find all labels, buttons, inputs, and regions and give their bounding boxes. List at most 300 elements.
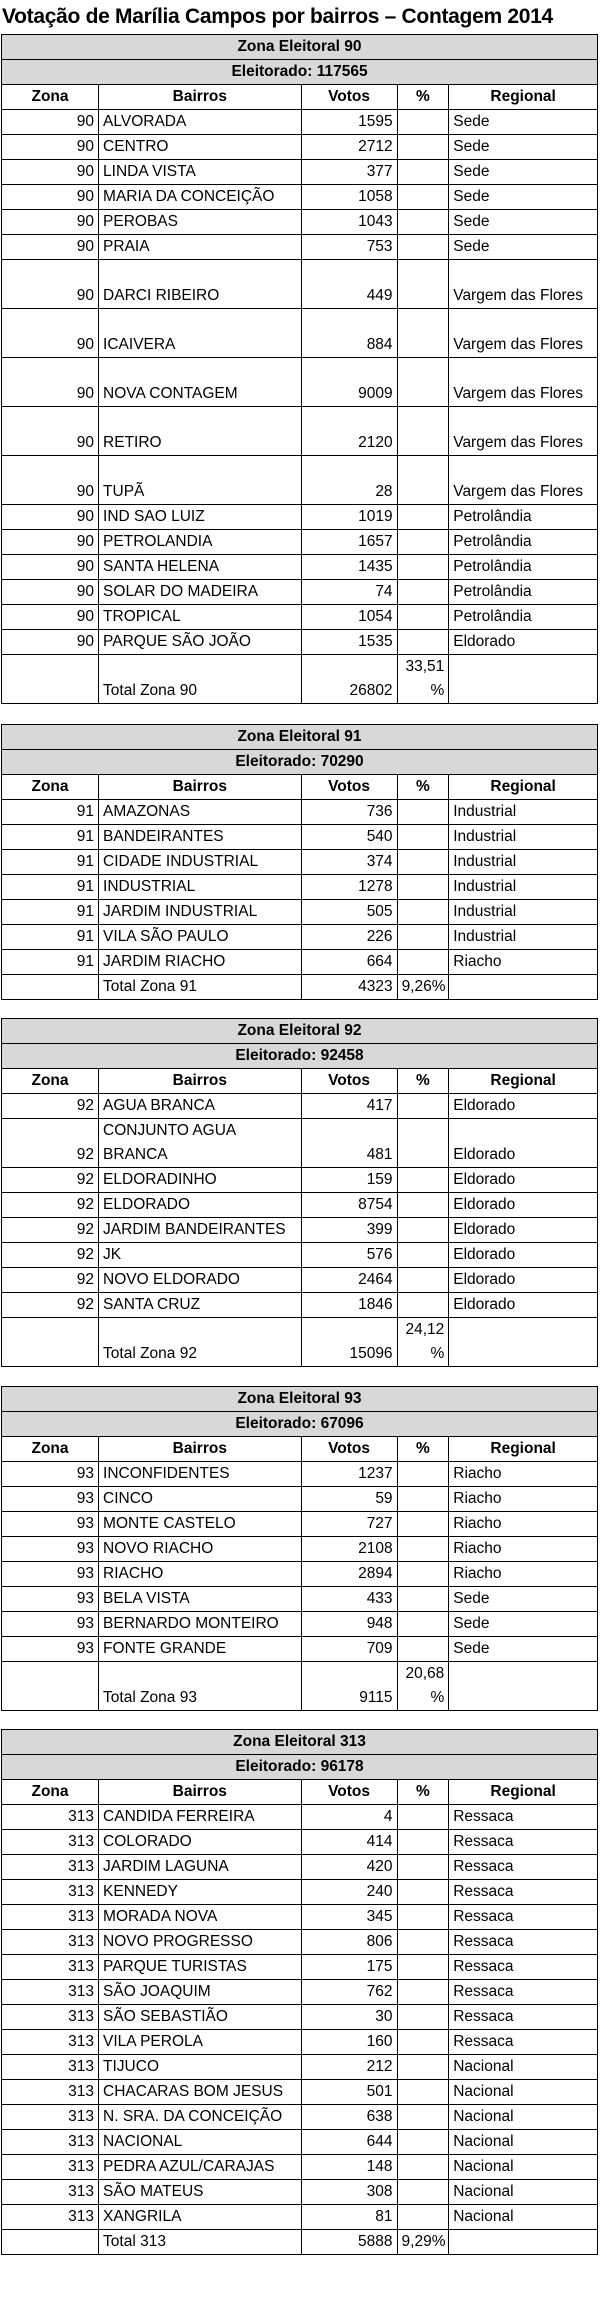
cell-votos: 345 bbox=[301, 1905, 397, 1930]
cell-regional: Sede bbox=[449, 1612, 598, 1637]
cell-votos: 8754 bbox=[301, 1193, 397, 1218]
eleitorado-row bbox=[2, 1044, 598, 1069]
cell-zona: 313 bbox=[2, 2055, 99, 2080]
cell-zona: 313 bbox=[2, 2080, 99, 2105]
cell-votos: 644 bbox=[301, 2130, 397, 2155]
cell-pct bbox=[397, 185, 449, 210]
cell-zona: 90 bbox=[2, 135, 99, 160]
cell-pct bbox=[397, 1512, 449, 1537]
table-row bbox=[2, 160, 598, 185]
cell-zona: 90 bbox=[2, 110, 99, 135]
cell-regional: Eldorado bbox=[449, 1168, 598, 1193]
cell-zona: 91 bbox=[2, 825, 99, 850]
cell-bairro: TIJUCO bbox=[99, 2055, 302, 2080]
cell-bairro: AMAZONAS bbox=[99, 800, 302, 825]
cell-regional: Sede bbox=[449, 135, 598, 160]
cell-bairro: COLORADO bbox=[99, 1830, 302, 1855]
cell-zona: 90 bbox=[2, 210, 99, 235]
cell-zona: 313 bbox=[2, 1880, 99, 1905]
cell-zona: 90 bbox=[2, 160, 99, 185]
cell-regional: Nacional bbox=[449, 2155, 598, 2180]
cell-zona: 91 bbox=[2, 900, 99, 925]
cell-votos: 74 bbox=[301, 580, 397, 605]
cell-regional: Nacional bbox=[449, 2105, 598, 2130]
cell-bairro: NOVO RIACHO bbox=[99, 1537, 302, 1562]
total-votos: 9115 bbox=[301, 1662, 397, 1711]
cell-regional: Ressaca bbox=[449, 1955, 598, 1980]
total-pct: 9,29% bbox=[397, 2230, 449, 2255]
total-regional-cell bbox=[449, 2230, 598, 2255]
cell-votos: 1657 bbox=[301, 530, 397, 555]
total-zona-cell bbox=[2, 1662, 99, 1711]
cell-regional-text: Vargem das Flores bbox=[453, 287, 584, 304]
cell-regional: Industrial bbox=[449, 825, 598, 850]
cell-zona: 90 bbox=[2, 185, 99, 210]
total-label: Total Zona 92 bbox=[99, 1318, 302, 1367]
table-row bbox=[2, 605, 598, 630]
cell-pct bbox=[397, 530, 449, 555]
cell-votos: 1237 bbox=[301, 1462, 397, 1487]
cell-regional-text: Vargem das Flores bbox=[453, 434, 584, 451]
cell-pct bbox=[397, 1293, 449, 1318]
cell-pct bbox=[397, 1637, 449, 1662]
table-row bbox=[2, 1094, 598, 1119]
cell-bairro: SANTA HELENA bbox=[99, 555, 302, 580]
cell-votos: 4 bbox=[301, 1805, 397, 1830]
cell-votos: 159 bbox=[301, 1168, 397, 1193]
total-regional-cell bbox=[449, 655, 598, 704]
eleitorado: Eleitorado: 96178 bbox=[2, 1755, 598, 1780]
cell-zona: 313 bbox=[2, 1805, 99, 1830]
header-pct: % bbox=[397, 775, 449, 800]
cell-regional: Nacional bbox=[449, 2055, 598, 2080]
table-row bbox=[2, 900, 598, 925]
cell-zona: 93 bbox=[2, 1487, 99, 1512]
cell-regional: Petrolândia bbox=[449, 605, 598, 630]
cell-regional: Eldorado bbox=[449, 630, 598, 655]
cell-pct bbox=[397, 1805, 449, 1830]
cell-bairro: DARCI RIBEIRO bbox=[99, 260, 302, 309]
cell-pct bbox=[397, 1094, 449, 1119]
cell-votos: 1019 bbox=[301, 505, 397, 530]
cell-votos: 160 bbox=[301, 2030, 397, 2055]
cell-zona: 91 bbox=[2, 925, 99, 950]
cell-pct bbox=[397, 1537, 449, 1562]
cell-zona: 313 bbox=[2, 1955, 99, 1980]
zone-spacer bbox=[0, 1000, 600, 1018]
total-label: Total Zona 93 bbox=[99, 1662, 302, 1711]
header-regional: Regional bbox=[449, 1069, 598, 1094]
cell-votos: 638 bbox=[301, 2105, 397, 2130]
cell-zona: 90 bbox=[2, 505, 99, 530]
cell-zona: 313 bbox=[2, 1830, 99, 1855]
cell-votos: 884 bbox=[301, 309, 397, 358]
cell-votos: 727 bbox=[301, 1512, 397, 1537]
cell-votos: 148 bbox=[301, 2155, 397, 2180]
cell-regional: Sede bbox=[449, 160, 598, 185]
header-regional: Regional bbox=[449, 85, 598, 110]
table-row bbox=[2, 1930, 598, 1955]
header-votos: Votos bbox=[301, 1069, 397, 1094]
cell-regional: Riacho bbox=[449, 1537, 598, 1562]
table-row bbox=[2, 1612, 598, 1637]
header-bairros: Bairros bbox=[99, 1069, 302, 1094]
table-row bbox=[2, 185, 598, 210]
cell-pct bbox=[397, 605, 449, 630]
cell-pct bbox=[397, 2130, 449, 2155]
total-zona-cell bbox=[2, 975, 99, 1000]
table-row bbox=[2, 2180, 598, 2205]
cell-zona: 90 bbox=[2, 530, 99, 555]
cell-bairro: BELA VISTA bbox=[99, 1587, 302, 1612]
cell-regional: Ressaca bbox=[449, 1855, 598, 1880]
cell-regional: Eldorado bbox=[449, 1268, 598, 1293]
cell-votos: 175 bbox=[301, 1955, 397, 1980]
eleitorado: Eleitorado: 67096 bbox=[2, 1412, 598, 1437]
column-header-row bbox=[2, 1069, 598, 1094]
cell-pct bbox=[397, 309, 449, 358]
cell-votos: 449 bbox=[301, 260, 397, 309]
cell-zona: 93 bbox=[2, 1612, 99, 1637]
header-zona: Zona bbox=[2, 775, 99, 800]
cell-pct bbox=[397, 850, 449, 875]
total-pct: 9,26% bbox=[397, 975, 449, 1000]
table-row bbox=[2, 2205, 598, 2230]
cell-regional-text: Vargem das Flores bbox=[453, 385, 584, 402]
cell-zona: 92 bbox=[2, 1193, 99, 1218]
cell-pct bbox=[397, 407, 449, 456]
cell-votos: 1595 bbox=[301, 110, 397, 135]
table-row bbox=[2, 210, 598, 235]
cell-bairro: IND SAO LUIZ bbox=[99, 505, 302, 530]
cell-bairro: KENNEDY bbox=[99, 1880, 302, 1905]
zone-title: Zona Eleitoral 313 bbox=[2, 1730, 598, 1755]
table-row bbox=[2, 235, 598, 260]
cell-pct bbox=[397, 110, 449, 135]
total-regional-cell bbox=[449, 1318, 598, 1367]
header-votos: Votos bbox=[301, 775, 397, 800]
cell-bairro: PARQUE TURISTAS bbox=[99, 1955, 302, 1980]
cell-pct bbox=[397, 1268, 449, 1293]
cell-regional: Petrolândia bbox=[449, 580, 598, 605]
cell-votos: 377 bbox=[301, 160, 397, 185]
table-row bbox=[2, 1268, 598, 1293]
cell-bairro: MARIA DA CONCEIÇÃO bbox=[99, 185, 302, 210]
table-row bbox=[2, 2155, 598, 2180]
cell-regional: Industrial bbox=[449, 875, 598, 900]
header-bairros: Bairros bbox=[99, 1780, 302, 1805]
column-header-row bbox=[2, 1780, 598, 1805]
cell-bairro: PRAIA bbox=[99, 235, 302, 260]
cell-zona: 93 bbox=[2, 1537, 99, 1562]
zone-spacer bbox=[0, 1711, 600, 1729]
cell-votos: 1535 bbox=[301, 630, 397, 655]
table-row bbox=[2, 309, 598, 358]
cell-pct bbox=[397, 1218, 449, 1243]
table-row bbox=[2, 1243, 598, 1268]
cell-zona: 90 bbox=[2, 407, 99, 456]
cell-bairro: ELDORADINHO bbox=[99, 1168, 302, 1193]
total-row bbox=[2, 1662, 598, 1711]
cell-bairro: CIDADE INDUSTRIAL bbox=[99, 850, 302, 875]
cell-zona: 91 bbox=[2, 875, 99, 900]
cell-zona: 313 bbox=[2, 2205, 99, 2230]
eleitorado-row bbox=[2, 60, 598, 85]
total-pct bbox=[397, 1662, 449, 1711]
cell-pct bbox=[397, 2105, 449, 2130]
cell-votos: 1058 bbox=[301, 185, 397, 210]
total-row bbox=[2, 1318, 598, 1367]
table-row bbox=[2, 2055, 598, 2080]
cell-pct bbox=[397, 1880, 449, 1905]
cell-pct bbox=[397, 950, 449, 975]
table-row bbox=[2, 456, 598, 505]
cell-zona: 313 bbox=[2, 1905, 99, 1930]
table-row bbox=[2, 407, 598, 456]
cell-votos: 212 bbox=[301, 2055, 397, 2080]
cell-votos: 308 bbox=[301, 2180, 397, 2205]
cell-bairro: NOVO PROGRESSO bbox=[99, 1930, 302, 1955]
cell-zona: 313 bbox=[2, 2030, 99, 2055]
eleitorado-row bbox=[2, 1755, 598, 1780]
header-pct: % bbox=[397, 1069, 449, 1094]
cell-zona: 91 bbox=[2, 800, 99, 825]
cell-regional: Riacho bbox=[449, 950, 598, 975]
cell-zona: 90 bbox=[2, 260, 99, 309]
cell-bairro: CANDIDA FERREIRA bbox=[99, 1805, 302, 1830]
cell-bairro-text: CONJUNTO AGUA BRANCA bbox=[103, 1122, 236, 1163]
cell-votos: 948 bbox=[301, 1612, 397, 1637]
header-zona: Zona bbox=[2, 1437, 99, 1462]
cell-pct bbox=[397, 1955, 449, 1980]
cell-zona: 313 bbox=[2, 2180, 99, 2205]
cell-regional: Eldorado bbox=[449, 1243, 598, 1268]
cell-regional: Riacho bbox=[449, 1562, 598, 1587]
cell-votos: 2120 bbox=[301, 407, 397, 456]
cell-regional: Riacho bbox=[449, 1512, 598, 1537]
table-row bbox=[2, 1880, 598, 1905]
cell-zona: 313 bbox=[2, 1855, 99, 1880]
cell-bairro: CENTRO bbox=[99, 135, 302, 160]
table-row bbox=[2, 2080, 598, 2105]
cell-votos: 540 bbox=[301, 825, 397, 850]
cell-regional: Ressaca bbox=[449, 1980, 598, 2005]
cell-votos: 59 bbox=[301, 1487, 397, 1512]
zone-title: Zona Eleitoral 90 bbox=[2, 35, 598, 60]
table-row bbox=[2, 1830, 598, 1855]
cell-bairro: SANTA CRUZ bbox=[99, 1293, 302, 1318]
cell-votos: 1846 bbox=[301, 1293, 397, 1318]
header-votos: Votos bbox=[301, 1437, 397, 1462]
table-row bbox=[2, 1462, 598, 1487]
cell-pct bbox=[397, 2055, 449, 2080]
cell-bairro: INDUSTRIAL bbox=[99, 875, 302, 900]
header-votos: Votos bbox=[301, 85, 397, 110]
eleitorado: Eleitorado: 92458 bbox=[2, 1044, 598, 1069]
cell-pct bbox=[397, 630, 449, 655]
total-label: Total 313 bbox=[99, 2230, 302, 2255]
cell-zona: 93 bbox=[2, 1637, 99, 1662]
total-votos: 4323 bbox=[301, 975, 397, 1000]
cell-votos: 736 bbox=[301, 800, 397, 825]
header-regional: Regional bbox=[449, 1780, 598, 1805]
cell-bairro: BANDEIRANTES bbox=[99, 825, 302, 850]
cell-bairro: MONTE CASTELO bbox=[99, 1512, 302, 1537]
cell-pct bbox=[397, 1487, 449, 1512]
eleitorado: Eleitorado: 117565 bbox=[2, 60, 598, 85]
cell-bairro: RETIRO bbox=[99, 407, 302, 456]
cell-bairro: N. SRA. DA CONCEIÇÃO bbox=[99, 2105, 302, 2130]
table-row bbox=[2, 580, 598, 605]
cell-pct bbox=[397, 875, 449, 900]
cell-regional: Ressaca bbox=[449, 1805, 598, 1830]
cell-votos: 30 bbox=[301, 2005, 397, 2030]
cell-bairro: JARDIM INDUSTRIAL bbox=[99, 900, 302, 925]
zone-title: Zona Eleitoral 93 bbox=[2, 1387, 598, 1412]
cell-zona: 90 bbox=[2, 605, 99, 630]
cell-votos: 481 bbox=[301, 1119, 397, 1168]
cell-regional: Industrial bbox=[449, 925, 598, 950]
cell-regional: Eldorado bbox=[449, 1094, 598, 1119]
cell-pct bbox=[397, 2030, 449, 2055]
cell-pct bbox=[397, 1168, 449, 1193]
total-regional-cell bbox=[449, 975, 598, 1000]
cell-votos: 753 bbox=[301, 235, 397, 260]
cell-votos: 1043 bbox=[301, 210, 397, 235]
eleitorado: Eleitorado: 70290 bbox=[2, 750, 598, 775]
cell-zona: 92 bbox=[2, 1218, 99, 1243]
table-row bbox=[2, 110, 598, 135]
cell-zona: 92 bbox=[2, 1293, 99, 1318]
table-row bbox=[2, 358, 598, 407]
table-row bbox=[2, 555, 598, 580]
cell-votos: 501 bbox=[301, 2080, 397, 2105]
zone-title-row bbox=[2, 35, 598, 60]
cell-votos: 433 bbox=[301, 1587, 397, 1612]
cell-bairro: SÃO JOAQUIM bbox=[99, 1980, 302, 2005]
header-pct: % bbox=[397, 1780, 449, 1805]
zone-table bbox=[1, 1729, 598, 2255]
zone-title-row bbox=[2, 1730, 598, 1755]
cell-regional: Eldorado bbox=[449, 1119, 598, 1168]
cell-bairro: ELDORADO bbox=[99, 1193, 302, 1218]
table-row bbox=[2, 2130, 598, 2155]
cell-regional: Petrolândia bbox=[449, 530, 598, 555]
cell-regional: Ressaca bbox=[449, 1905, 598, 1930]
cell-pct bbox=[397, 800, 449, 825]
cell-bairro: XANGRILA bbox=[99, 2205, 302, 2230]
cell-zona: 91 bbox=[2, 950, 99, 975]
cell-zona: 313 bbox=[2, 2005, 99, 2030]
cell-bairro: MORADA NOVA bbox=[99, 1905, 302, 1930]
cell-bairro: PEDRA AZUL/CARAJAS bbox=[99, 2155, 302, 2180]
cell-zona: 90 bbox=[2, 235, 99, 260]
cell-pct bbox=[397, 825, 449, 850]
cell-pct bbox=[397, 1905, 449, 1930]
cell-pct bbox=[397, 900, 449, 925]
table-row bbox=[2, 2030, 598, 2055]
header-zona: Zona bbox=[2, 1780, 99, 1805]
cell-pct bbox=[397, 1930, 449, 1955]
header-pct: % bbox=[397, 1437, 449, 1462]
cell-bairro: ALVORADA bbox=[99, 110, 302, 135]
cell-regional: Industrial bbox=[449, 800, 598, 825]
cell-zona: 93 bbox=[2, 1562, 99, 1587]
cell-regional: Sede bbox=[449, 110, 598, 135]
cell-votos: 576 bbox=[301, 1243, 397, 1268]
cell-regional: Nacional bbox=[449, 2080, 598, 2105]
table-row bbox=[2, 135, 598, 160]
cell-pct bbox=[397, 160, 449, 185]
cell-bairro: PARQUE SÃO JOÃO bbox=[99, 630, 302, 655]
cell-bairro: VILA SÃO PAULO bbox=[99, 925, 302, 950]
cell-bairro: JARDIM RIACHO bbox=[99, 950, 302, 975]
cell-regional: Sede bbox=[449, 1587, 598, 1612]
table-row bbox=[2, 1293, 598, 1318]
total-votos: 15096 bbox=[301, 1318, 397, 1367]
zone-table bbox=[1, 1386, 598, 1711]
cell-zona: 90 bbox=[2, 456, 99, 505]
cell-bairro: JARDIM BANDEIRANTES bbox=[99, 1218, 302, 1243]
cell-regional-text: Vargem das Flores bbox=[453, 336, 584, 353]
cell-pct bbox=[397, 2205, 449, 2230]
zone-table bbox=[1, 724, 598, 1000]
cell-regional: Nacional bbox=[449, 2180, 598, 2205]
table-row bbox=[2, 1119, 598, 1168]
cell-pct bbox=[397, 260, 449, 309]
total-pct bbox=[397, 1318, 449, 1367]
cell-pct bbox=[397, 1612, 449, 1637]
cell-pct bbox=[397, 2005, 449, 2030]
cell-bairro: SOLAR DO MADEIRA bbox=[99, 580, 302, 605]
header-bairros: Bairros bbox=[99, 1437, 302, 1462]
cell-zona: 90 bbox=[2, 555, 99, 580]
cell-bairro: NOVO ELDORADO bbox=[99, 1268, 302, 1293]
cell-regional: Sede bbox=[449, 1637, 598, 1662]
cell-zona: 90 bbox=[2, 580, 99, 605]
table-row bbox=[2, 950, 598, 975]
cell-pct bbox=[397, 1243, 449, 1268]
cell-regional: Petrolândia bbox=[449, 555, 598, 580]
cell-bairro: CINCO bbox=[99, 1487, 302, 1512]
table-row bbox=[2, 630, 598, 655]
cell-bairro bbox=[99, 1119, 302, 1168]
cell-bairro: RIACHO bbox=[99, 1562, 302, 1587]
cell-regional: Ressaca bbox=[449, 1880, 598, 1905]
table-row bbox=[2, 925, 598, 950]
cell-votos: 2894 bbox=[301, 1562, 397, 1587]
total-row bbox=[2, 655, 598, 704]
column-header-row bbox=[2, 85, 598, 110]
total-pct-text: 20,68 % bbox=[405, 1665, 445, 1706]
cell-regional: Sede bbox=[449, 210, 598, 235]
table-row bbox=[2, 1980, 598, 2005]
cell-bairro: NACIONAL bbox=[99, 2130, 302, 2155]
cell-votos: 399 bbox=[301, 1218, 397, 1243]
cell-zona: 91 bbox=[2, 850, 99, 875]
total-pct-text: 33,51 % bbox=[405, 658, 445, 699]
cell-regional: Eldorado bbox=[449, 1293, 598, 1318]
zone-title: Zona Eleitoral 92 bbox=[2, 1019, 598, 1044]
cell-bairro: PETROLANDIA bbox=[99, 530, 302, 555]
cell-regional: Sede bbox=[449, 235, 598, 260]
cell-zona: 92 bbox=[2, 1243, 99, 1268]
table-row bbox=[2, 530, 598, 555]
header-regional: Regional bbox=[449, 775, 598, 800]
cell-bairro: LINDA VISTA bbox=[99, 160, 302, 185]
header-bairros: Bairros bbox=[99, 775, 302, 800]
table-row bbox=[2, 875, 598, 900]
